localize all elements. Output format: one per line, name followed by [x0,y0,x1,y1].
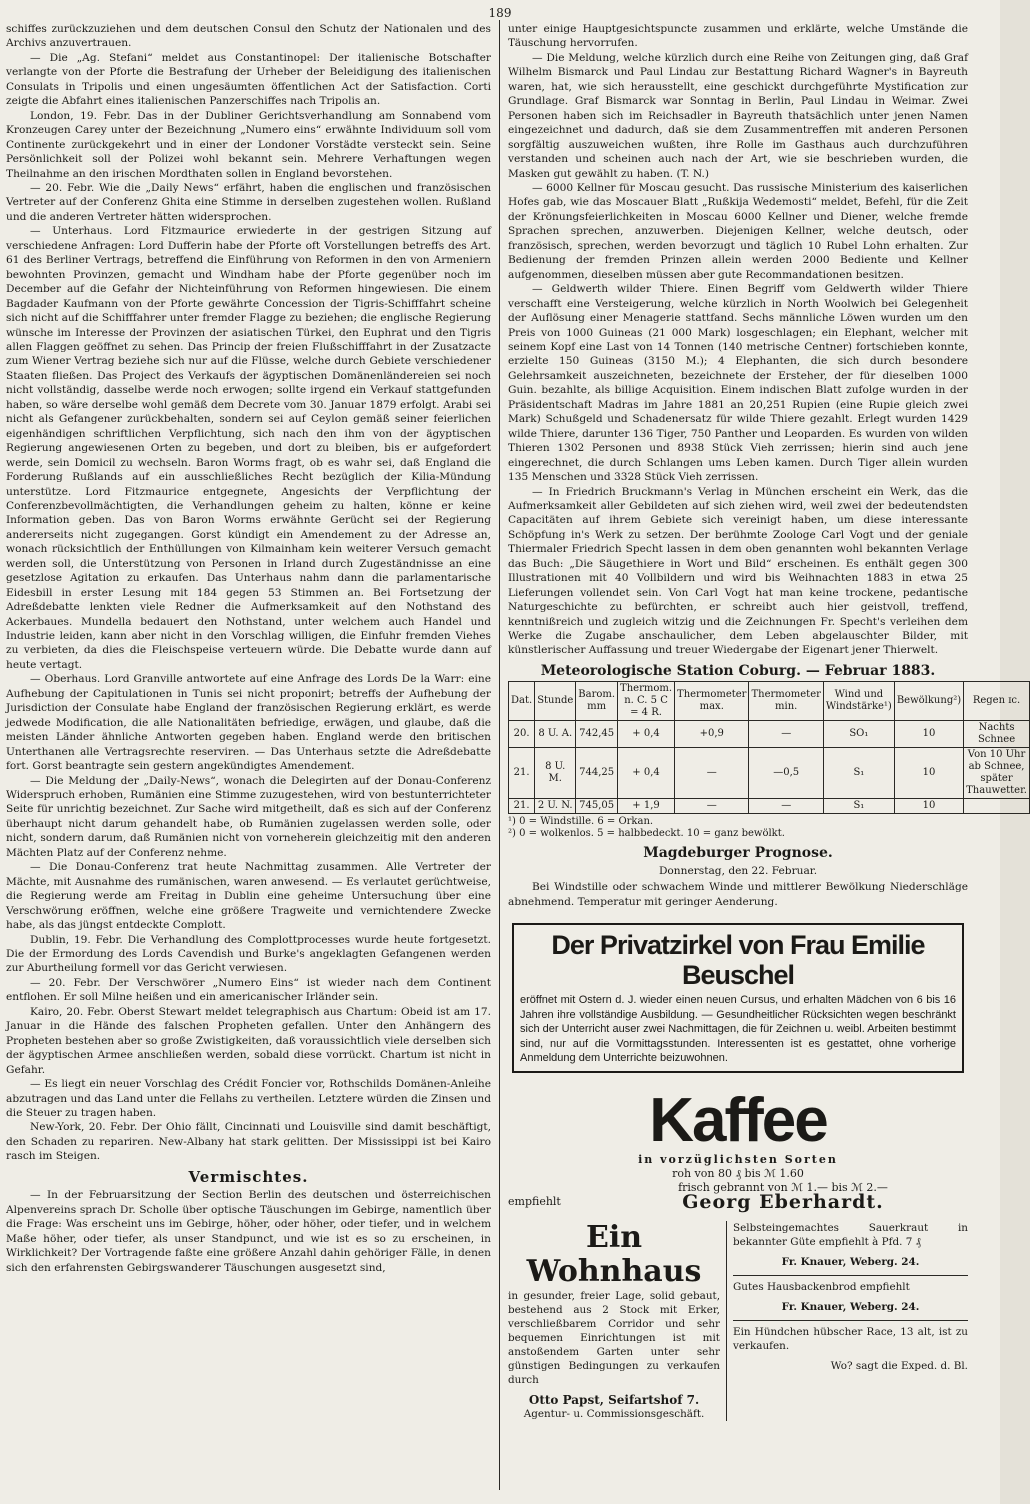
article-paragraph: — 20. Febr. Wie die „Daily News“ erfährt, haben die englischen und französischen Vertreter auf der Conferenz Ghita eine Stimme in derselben zugestehen wollen. Rußland und die anderen Vertreter hätten widersprochen. [6,181,491,223]
meteo-cell: S₁ [823,748,894,799]
meteo-cell: 744,25 [576,748,618,799]
meteo-cell: + 1,9 [618,799,675,814]
meteo-cell: Nachts Schnee [964,721,1030,748]
meteo-table [508,681,1030,814]
meteo-cell: 10 [894,799,963,814]
article-paragraph: — Es liegt ein neuer Vorschlag des Crédit Foncier vor, Rothschilds Domänen-Anleihe abzutragen und das Land unter die Fellahs zu vertheilen. Letztere würden die Zinsen und die Steuer zu tragen haben. [6,1078,491,1119]
ad-wohnhaus [508,1221,727,1421]
meteo-header-cell: Bewölkung²) [894,682,963,721]
prognose-text: Bei Windstille oder schwachem Winde und mittlerer Bewölkung Niederschläge abnehmend. Temperatur mit geringer Aenderung. [508,881,968,908]
meteo-cell: — [675,748,749,799]
meteo-body [509,721,1030,814]
article-paragraph: Dublin, 19. Febr. Die Verhandlung des Complottprocesses wurde heute fortgesetzt. Die der Ermordung des Lords Cavendish und Burke's angeklagten Gefangenen werden zur Aburtheilung formell vor das Gericht verwiesen. [6,933,491,975]
ad-kaffee-line1: in vorzüglichsten Sorten [638,1152,838,1166]
meteo-cell: + 0,4 [618,748,675,799]
vermischtes-heading: Vermischtes. [188,1167,309,1186]
article-paragraph: Kairo, 20. Febr. Oberst Stewart meldet telegraphisch aus Chartum: Obeid ist am 17. Januar in die Hände des falschen Propheten gefallen. Unter den Anhängern des Propheten bestehen aber so große Zwistigkeiten, daß voraussichtlich viele derselben sich der ägyptischen Armee anschließen werden, sobald diese vorrückt. Chartum ist nicht in Gefahr. [6,1005,491,1076]
ad-kaffee-line2: roh von 80 ₰ bis ℳ 1.60 [672,1166,804,1180]
article-paragraph: — Oberhaus. Lord Granville antwortete auf eine Anfrage des Lords De la Warr: eine Aufhebung der Capitulationen in Tunis sei nicht proponirt; betreffs der Aufhebung der Jurisdiction der Consulate habe England der französischen Regierung erklärt, es werde jedwede Modification, die alle Nationalitäten befriedige, erwägen, und glaube, daß die meisten Länder ähnliche Antworten gegeben haben. England werde den britischen Unterthanen alle Vertragsrechte reserviren. — Das Unterhaus setzte die Adreßdebatte fort. Gorst beantragte sein gestern angekündigtes Amendement. [6,673,491,773]
meteo-heading: Meteorologische Station Coburg. — Februar 1883. [540,662,936,679]
article-paragraph: — Die „Ag. Stefani“ meldet aus Constantinopel: Der italienische Botschafter verlangte von der Pforte die Bestrafung der Urheber der Beleidigung des italienischen Consulats in Tripolis und einen ungesäumten öffentlichen Act der Satisfaction. Corti zeigte die Abfahrt eines italienischen Panzerschiffes nach Tripolis an. [6,51,491,108]
article-paragraph: schiffes zurückzuziehen und dem deutschen Consul den Schutz der Nationalen und des Archivs anzuvertrauen. [6,23,491,50]
meteo-cell: 2 U. N. [535,799,576,814]
ad-huendchen-text: Ein Hündchen hübscher Race, 13 alt, ist zu verkaufen. [733,1326,968,1353]
left-column [6,22,491,1500]
ad-huendchen-note: Wo? sagt die Exped. d. Bl. [830,1360,968,1373]
meteo-cell: 21. [509,748,535,799]
meteo-cell: — [675,799,749,814]
article-paragraph: — Die Meldung, welche kürzlich durch eine Reihe von Zeitungen ging, daß Graf Wilhelm Bismarck und Paul Lindau zur Bestattung Richard Wagner's in Bayreuth waren, hat, wie sich herausstellt, eine geschickt durchgeführte Mystification zur Grundlage. Graf Bismarck war Sonntag in Berlin, Paul Lindau in Weimar. Zwei Personen haben sich im Reichsadler in Bayreuth thatsächlich unter jenen Namen eingezeichnet und dadurch, daß sie dem Zusammentreffen mit anderen Personen sorgfältig auszuweichen wußten, ihre Rolle im Gasthaus auch durchzuführen verstanden und scheinen auch nach der Art, wie sie beschrieben wurden, die Masken gut gewählt zu haben. (T. N.) [508,51,968,180]
meteo-cell: 8 U. A. [535,721,576,748]
article-paragraph: — Die Donau-Conferenz trat heute Nachmittag zusammen. Alle Vertreter der Mächte, mit Ausnahme des rumänischen, waren anwesend. — Es verlautet gerüchtweise, die Regierung werde am Freitag in Dublin eine geheime Untersuchung über eine Verschwörung eröffnen, welche eine größere Tragweite und vernichtendere Zwecke habe, als das jüngst entdeckte Complott. [6,861,491,932]
ad-divider [733,1275,968,1276]
ad-kaffee-main [598,1180,968,1213]
ad-wohnhaus-title: Ein Wohnhaus [526,1220,702,1290]
meteo-header-row [509,682,1030,721]
meteo-cell: +0,9 [675,721,749,748]
ad-privatzirkel [512,923,964,1073]
meteo-header-cell: Barom. mm [576,682,618,721]
article-paragraph: — Die Meldung der „Daily-News“, wonach die Delegirten auf der Donau-Conferenz Widerspruch erhoben, Rumänien eine Stimme zuzugestehen, wird von bestunterrichteter Seite für unrichtig bezeichnet. Zur Sache wird mitgetheilt, daß es sich auf der Conferenz überhaupt nicht darum gehandelt habe, ob Rumänien zugelassen werden solle, oder nicht, sondern darum, daß Rumänien nicht von vorneherein gleichzeitig mit den anderen Mächten Platz auf der Conferenz nehme. [6,774,491,859]
left-articles [6,22,491,1164]
article-paragraph: unter einige Hauptgesichtspuncte zusammen und erklärte, welche Umstände die Täuschung hervorrufen. [508,23,968,50]
ad-divider [733,1320,968,1321]
article-paragraph: — 6000 Kellner für Moscau gesucht. Das russische Ministerium des kaiserlichen Hofes gab, wie das Moscauer Blatt „Rußkija Wedemosti“ meldet, Befehl, für die Zeit der Krönungsfeierlichkeiten in Moscau 6000 Kellner und Diener, welche fremde Sprachen sprechen, anzuwerben. Diejenigen Kellner, welche deutsch, oder französisch, sprechen, werden bevorzugt und täglich 10 Rubel Lohn erhalten. Zur Bedienung der fremden Prinzen allein werden 2000 Bediente und Kellner aufgenommen, dieselben müssen aber gute Recommandationen besitzen. [508,181,968,281]
ad-sauerkraut-text: Selbsteingemachtes Sauerkraut in bekannter Güte empfiehlt à Pfd. 7 ₰ [733,1222,968,1249]
ad-hausbrod-merchant: Fr. Knauer, Weberg. 24. [781,1301,920,1314]
right-column [508,22,1027,1498]
meteo-header-cell: Wind und Windstärke¹) [823,682,894,721]
ad-bottom-row [508,1221,968,1421]
meteo-cell: + 0,4 [618,721,675,748]
meteo-header-cell: Regen ɪc. [964,682,1030,721]
meteo-header-cell: Dat. [509,682,535,721]
ad-kaffee [508,1085,968,1213]
article-paragraph: — Geldwerth wilder Thiere. Einen Begriff vom Geldwerth wilder Thiere verschafft eine Versteigerung, welche kürzlich in North Woolwich bei Gelegenheit der Auflösung einer Menagerie stattfand. Sechs männliche Löwen wurden um den Preis von 1000 Guineas (21 000 Mark) losgeschlagen; ein Elephant, welcher mit seinem Kopf eine Last von 14 Tonnen (140 metrische Centner) fortschieben konnte, erzielte 150 Guineas (3150 M.); 4 Elephanten, die sich durch besondere Gelehrsamkeit auszeichneten, bezeichnete der Ersteher, der für dieselben 1000 Guin. bezahlte, als billige Acquisition. Einem indischen Blatt zufolge wurden in der Präsidentschaft Madras im Jahre 1881 an 20,251 Rupien (eine Rupie gleich zwei Mark) Schußgeld und Schadenersatz für wilde Thiere gezahlt. Erlegt wurden 1429 wilde Thiere, darunter 136 Tiger, 750 Panther und Leoparden. Es wurden von wilden Thieren 1302 Personen und 8938 Stück Vieh zerrissen; hierin sind auch jene eingerechnet, die durch Schlangen ums Leben kamen. Durch Tiger allein wurden 135 Menschen und 3328 Stück Vieh zerrissen. [508,283,968,484]
article-paragraph: — Unterhaus. Lord Fitzmaurice erwiederte in der gestrigen Sitzung auf verschiedene Anfragen: Lord Dufferin habe der Pforte oft Vorstellungen betreffs des Art. 61 des Berliner Vertrags, betreffend die Einführung von Reformen in den von Armeniern bewohnten Provinzen, gemacht und Windham habe der Pforte gegenüber noch im December auf die Gefahr der Nichteinführung von Reformen hingewiesen. Die einem Bagdader Kaufmann von der Pforte gewährte Concession der Tigris-Schifffahrt scheine sich nicht auf die Schifffahrer unter fremder Flagge zu beziehen; die englische Regierung wünsche im Interesse der Provinzen der asiatischen Türkei, den Euphrat und den Tigris allen Flaggen geöffnet zu sehen. Das Princip der freien Flußschifffahrt in der Zusatzacte zum Wiener Vertrag beziehe sich nur auf die Flüsse, welche durch Gebiete verschiedener Staaten fließen. Das Project des Verkaufs der ägyptischen Domänenländereien sei noch nicht vollständig, dasselbe werde noch erwogen; sollte irgend ein Verkauf stattgefunden haben, so wäre derselbe wohl gemäß dem Decrete vom 30. Januar 1879 erfolgt. Arabi sei nicht als Gefangener zurückbehalten, sondern sei auf Ceylon gemäß seiner feierlichen eigenhändigen schriftlichen Verpflichtung, sich nach den ihm von der ägyptischen Regierung angewiesenen Orten zu begeben, und dort zu bleiben, bis er aufgefordert werde, sein Domicil zu wechseln. Baron Worms fragt, ob es wahr sei, daß England die Forderung Rußlands auf ein ausschließliches Recht bezüglich der Kilia-Mündung unterstütze. Lord Fitzmaurice entgegnete, Angesichts der Verpflichtung der Conferenzbevollmächtigten, die Verhandlungen geheim zu halten, könne er keine Information geben. Das von Baron Worms erwähnte Gerücht sei der Regierung andererseits nicht zugegangen. Gorst kündigt ein Amendement zu der Adresse an, wonach rücksichtlich der Enthüllungen von Kilmainham kein weiterer Versuch gemacht werden soll, die Unterstützung von Personen in Irland durch Zugeständnisse an eine gesetzlose Agitation zu erkaufen. Das Unterhaus nahm dann die parlamentarische Eidesbill in erster Lesung mit 184 gegen 53 Stimmen an. Bei Fortsetzung der Adreßdebatte lenkten viele Redner die Aufmerksamkeit auf den Nothstand des Ackerbaues. Mundella bedauert den Nothstand, unter welchem auch Handel und Industrie leiden, kann aber nicht in den Vorschlag willigen, die Einfuhr fremden Viehes zu verbieten, da dies die Fleischspeise verteuern würde. Die Debatte wurde dann auf heute vertagt. [6,225,491,671]
ad-wohnhaus-text: in gesunder, freier Lage, solid gebaut, bestehend aus 2 Stock mit Erker, verschließbarem Corridor und sehr bequemen Einrichtungen ist mit anstoßendem Garten unter sehr günstigen Bedingungen zu verkaufen durch [508,1290,720,1387]
meteo-row [509,799,1030,814]
ad-wohnhaus-agent-sub: Agentur- u. Commissionsgeschäft. [523,1408,705,1421]
meteo-cell: —0,5 [749,748,823,799]
prognose-heading: Magdeburger Prognose. [643,845,833,862]
vermischtes-text: — In der Februarsitzung der Section Berlin des deutschen und österreichischen Alpenvereins sprach Dr. Scholle über optische Täuschungen im Gebirge, namentlich über die Frage: Was erscheint uns im Gebirge, höher, oder höher, oder tiefer, und in welchem Maße höher, oder tiefer, als unser Standpunct, und wie ist es so zu erscheinen, in Wirklichkeit? Der Vortragende faßte eine größere Anzahl dahin gehöriger Fälle, in denen sich den erfahrensten Gebirgswanderer Täuschungen ausgesetzt sind, [6,1189,491,1274]
meteo-cell: 8 U. M. [535,748,576,799]
ad-kaffee-prefix: empfiehlt [508,1194,561,1208]
meteo-cell: 10 [894,748,963,799]
meteo-cell: SO₁ [823,721,894,748]
meteo-footnote-1: ¹) 0 = Windstille. 6 = Orkan. [508,816,654,828]
meteo-cell: — [749,721,823,748]
meteo-cell: — [749,799,823,814]
prognose-date: Donnerstag, den 22. Februar. [658,864,818,877]
ad-kaffee-title: Kaffee [649,1085,827,1155]
article-paragraph: London, 19. Febr. Das in der Dubliner Gerichtsverhandlung am Sonnabend vom Kronzeugen Carey unter der Bezeichnung „Numero eins“ erwähnte Individuum soll vom Continente zurückgekehrt und in einer der Londoner Vorstädte versteckt sein. Seine Persönlichkeit soll der Polizei wohl bekannt sein. Mehrere Verhaftungen wegen Theilnahme an den irischen Mordthaten sollen in England bevorstehen. [6,109,491,180]
meteo-header-cell: Thermometer min. [749,682,823,721]
meteo-cell: S₁ [823,799,894,814]
meteo-header-cell: Thermometer max. [675,682,749,721]
meteo-cell: 745,05 [576,799,618,814]
ad-privatzirkel-title: Der Privatzirkel von Frau Emilie Beuschel [551,930,925,991]
ad-sauerkraut-merchant: Fr. Knauer, Weberg. 24. [781,1256,920,1269]
meteo-row [509,721,1030,748]
meteo-header-cell: Thermom. n. C. 5 C = 4 R. [618,682,675,721]
column-rule [499,20,500,1490]
meteo-cell: 20. [509,721,535,748]
meteo-header-cell: Stunde [535,682,576,721]
page-number: 189 [488,6,512,20]
ad-kaffee-merchant: Georg Eberhardt. [682,1190,884,1213]
ad-privatzirkel-text: eröffnet mit Ostern d. J. wieder einen neuen Cursus, und erhalten Mädchen von 6 bis 16 Jahren ihre vollständige Ausbildung. — Gesundheitlicher Rücksichten wegen beschränkt sich der Unterricht auser zwei Nachmittagen, die für Zeichnen u. weibl. Arbeiten bestimmt sind, nur auf die Vormittagsstunden. Interessenten ist es gestattet, ohne vorherige Anmeldung dem Unterrichte beizuwohnen. [520,994,956,1065]
meteo-cell [964,799,1030,814]
ad-small-column [727,1221,968,1421]
right-articles [508,22,968,658]
article-paragraph: New-York, 20. Febr. Der Ohio fällt, Cincinnati und Louisville sind damit beschäftigt, den Schaden zu repariren. New-Albany hat stark gelitten. Der Mississippi ist bei Kairo rasch im Steigen. [6,1121,491,1163]
article-paragraph: — In Friedrich Bruckmann's Verlag in München erscheint ein Werk, das die Aufmerksamkeit aller Gebildeten auf sich ziehen wird, weil zwei der bedeutendsten Capacitäten auf ihrem Gebiete sich vereinigt haben, um diese interessante Schöpfung in's Werk zu setzen. Der berühmte Zoologe Carl Vogt und der geniale Thiermaler Friedrich Specht lassen in dem oben genannten wohl bekannten Verlage das Buch: „Die Säugethiere in Wort und Bild“ erscheinen. Es enthält gegen 300 Illustrationen mit 40 Vollbildern und wird bis Weihnachten 1883 in etwa 25 Lieferungen vollendet sein. Von Carl Vogt hat man keine trockene, pedantische Naturgeschichte zu befürchten, er schreibt auch hier geistvoll, treffend, kenntnißreich und zugleich witzig und die Zeichnungen Fr. Specht's verleihen dem Werke die Zugabe anschaulicher, dem Leben abgelauschter Bilder, mit künstlerischer Auffassung und treuer Wiedergabe der Eigenart jener Thierwelt. [508,485,968,657]
meteo-row [509,748,1030,799]
meteo-footnote-2: ²) 0 = wolkenlos. 5 = halbbedeckt. 10 = ganz bewölkt. [508,828,785,840]
meteo-cell: 21. [509,799,535,814]
meteo-cell: 10 [894,721,963,748]
ad-kaffee-line3: frisch gebrannt von ℳ 1.— bis ℳ 2.— [678,1180,888,1194]
ad-hausbrod-text: Gutes Hausbackenbrod empfiehlt [733,1281,910,1294]
ad-kaffee-row [508,1180,968,1213]
ad-wohnhaus-agent: Otto Papst, Seifartshof 7. [528,1393,700,1408]
article-paragraph: — 20. Febr. Der Verschwörer „Numero Eins“ ist wieder nach dem Continent entflohen. Er soll Milne heißen und ein americanischer Irländer sein. [6,976,491,1004]
meteo-cell: Von 10 Uhr ab Schnee, später Thauwetter. [964,748,1030,799]
meteo-cell: 742,45 [576,721,618,748]
